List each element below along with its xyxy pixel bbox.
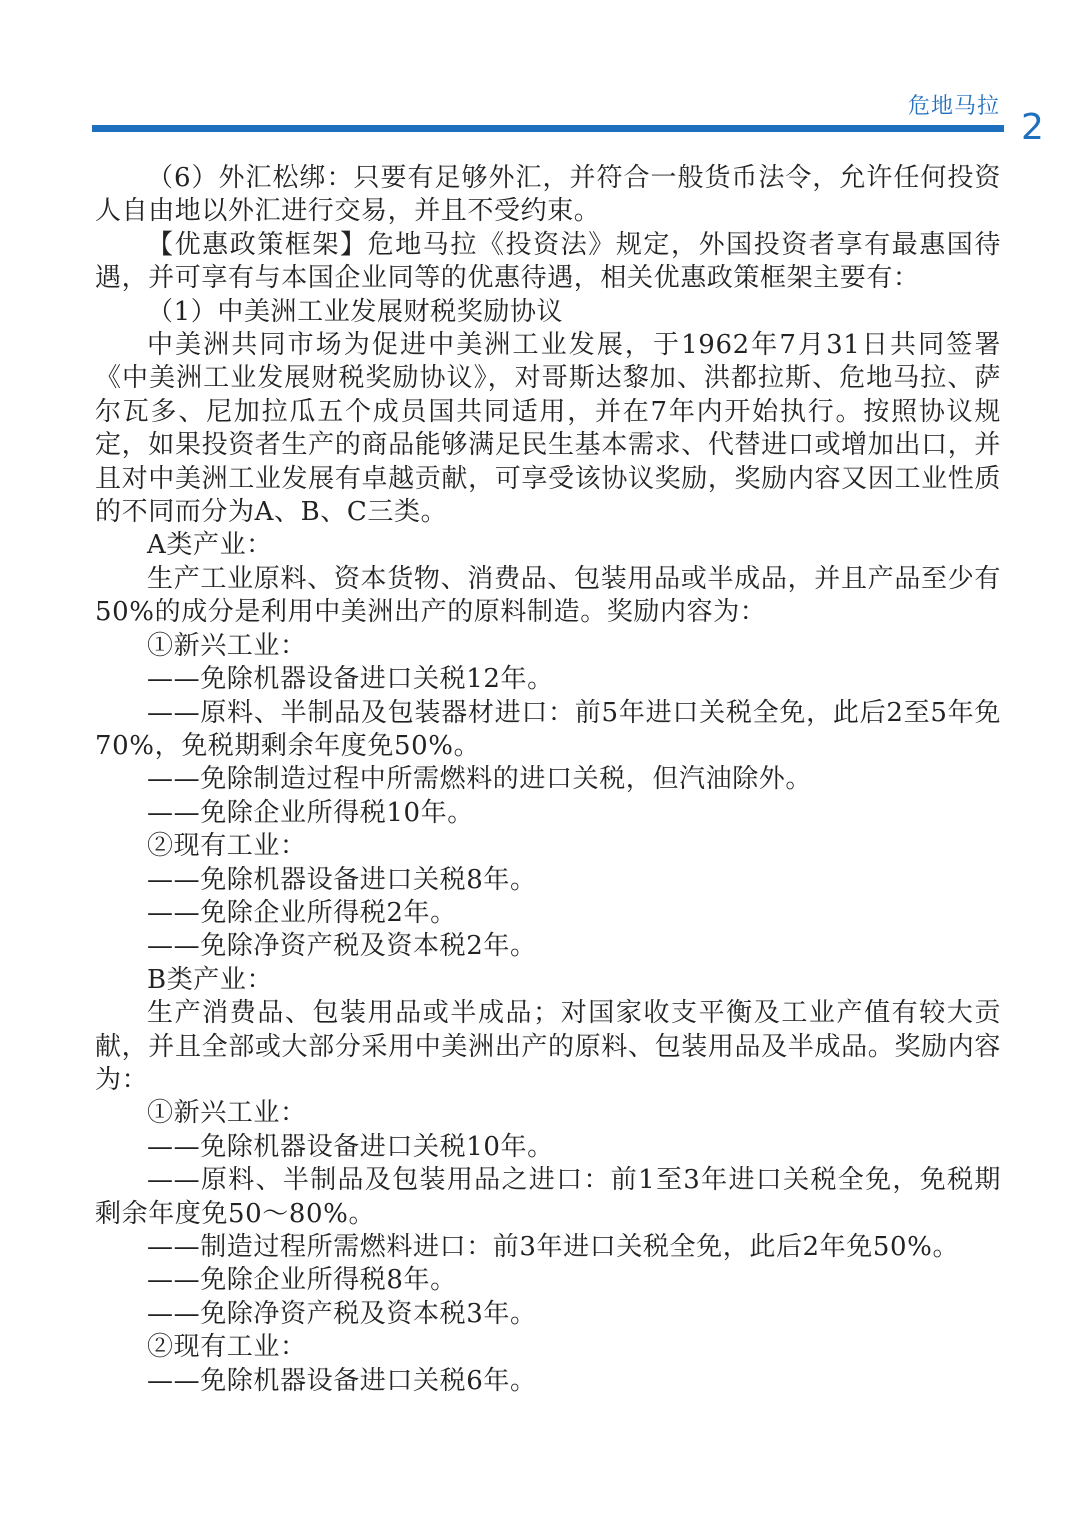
list-item: ——免除机器设备进口关税6年。 <box>147 1365 537 1396</box>
body-text <box>95 162 1001 1398</box>
list-item: ——原料、半制品及包装用品之进口：前1至3年进口关税全免，免税期剩余年度免50～80%。 <box>95 1165 1001 1229</box>
section-heading: （1）中美洲工业发展财税奖励协议 <box>147 296 564 327</box>
header-rule <box>92 125 1004 132</box>
paragraph: 【优惠政策框架】危地马拉《投资法》规定，外国投资者享有最惠国待遇，并可享有与本国企业同等的优惠待遇，相关优惠政策框架主要有： <box>95 229 1001 294</box>
paragraph: 生产工业原料、资本货物、消费品、包装用品或半成品，并且产品至少有50%的成分是利用中美洲出产的原料制造。奖励内容为： <box>95 563 1001 628</box>
list-item: ——免除净资产税及资本税2年。 <box>147 931 537 962</box>
list-item: ——免除企业所得税8年。 <box>147 1265 457 1296</box>
list-item: ——免除机器设备进口关税8年。 <box>147 864 537 895</box>
subsection-heading: B类产业： <box>147 964 274 995</box>
paragraph: （6）外汇松绑：只要有足够外汇，并符合一般货币法令，允许任何投资人自由地以外汇进行交易，并且不受约束。 <box>95 163 1001 227</box>
list-heading: ①新兴工业： <box>147 1098 307 1129</box>
list-heading: ①新兴工业： <box>147 630 307 661</box>
paragraph: 中美洲共同市场为促进中美洲工业发展，于1962年7月31日共同签署《中美洲工业发展财税奖励协议》，对哥斯达黎加、洪都拉斯、危地马拉、萨尔瓦多、尼加拉瓜五个成员国共同适用，并在7年内开始执行。按照协议规定，如果投资者生产的商品能够满足民生基本需求、代替进口或增加出口，并且对中美洲工业发展有卓越贡献，可享受该协议奖励，奖励内容又因工业性质的不同而分为A、B、C三类。 <box>95 330 1001 528</box>
list-item: ——制造过程所需燃料进口：前3年进口关税全免，此后2年免50%。 <box>147 1232 960 1262</box>
subsection-heading: A类产业： <box>147 530 273 561</box>
list-item: ——免除机器设备进口关税12年。 <box>147 664 554 695</box>
list-item: ——免除机器设备进口关税10年。 <box>147 1131 554 1162</box>
list-heading: ②现有工业： <box>147 1332 307 1363</box>
chapter-number: 2 <box>1021 107 1044 148</box>
list-item: ——原料、半制品及包装器材进口：前5年进口关税全免，此后2至5年免70%，免税期剩余年度免50%。 <box>95 697 1001 761</box>
list-item: ——免除企业所得税10年。 <box>147 797 474 828</box>
list-item: ——免除企业所得税2年。 <box>147 897 457 928</box>
list-item: ——免除制造过程中所需燃料的进口关税，但汽油除外。 <box>147 764 813 795</box>
list-heading: ②现有工业： <box>147 831 307 862</box>
header-country-title: 危地马拉 <box>907 94 1000 119</box>
paragraph: 生产消费品、包装用品或半成品；对国家收支平衡及工业产值有较大贡献，并且全部或大部分采用中美洲出产的原料、包装用品及半成品。奖励内容为： <box>95 998 1001 1095</box>
list-item: ——免除净资产税及资本税3年。 <box>147 1298 537 1329</box>
